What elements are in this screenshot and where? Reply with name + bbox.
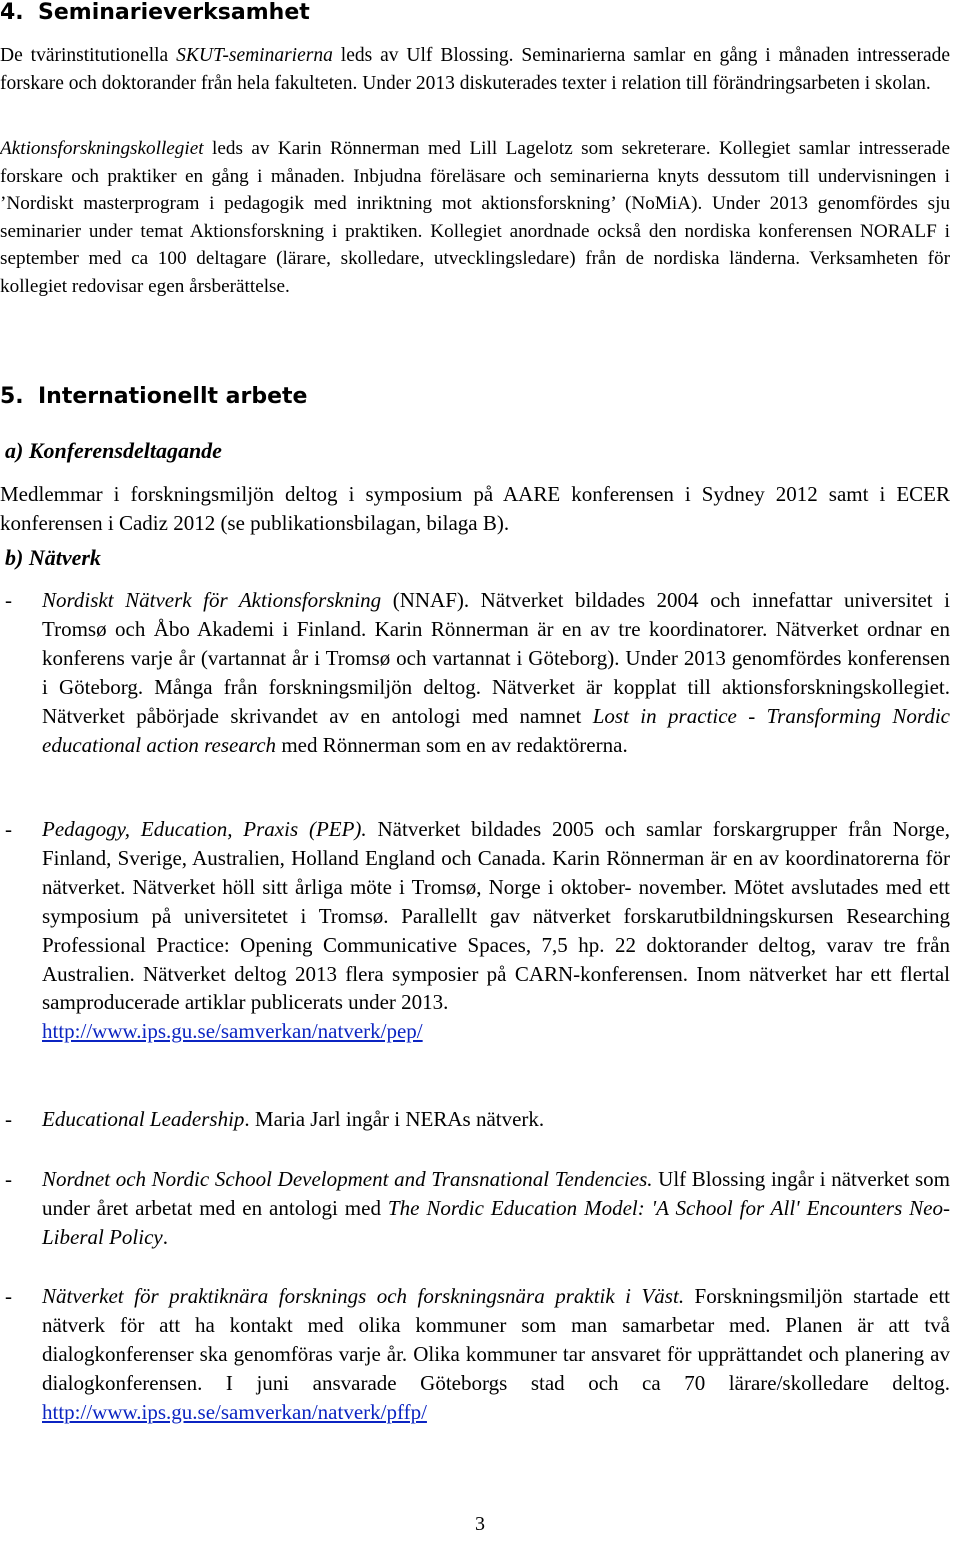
section-5-heading: [0, 384, 307, 410]
item-text: Nätverket bildades 2005 och samlar forskargrupper från Norge, Finland, Sverige, Australien, Holland England och Canada. Karin Rönnerman är en av koordinatorerna för nätverket. Nätverket höll sitt årliga möte i Tromsø, Norge i oktober- november. Mötet avslutades med ett symposium på universitetet i Tromsø. Parallellt gav nätverket forskarutbildningskursen Researching Professional Practice: Opening Communicative Spaces, 7,5 hp. 22 doktorander deltog, varav tre från Australien. Nätverket deltog 2013 flera symposier på CARN-konferensen. Inom nätverket har ett flertal samproducerade artiklar publicerats under 2013.: [42, 817, 950, 1015]
item-text: (NNAF). Nätverket bildades 2004 och innefattar universitet i Tromsø och Åbo Akademi i Finland. Karin Rönnerman är en av tre koordinatorer. Nätverket ordnar en konferens varje år (vartannat år i Tromsø och vartannat i Göteborg). Under 2013 genomfördes konferensen i Göteborg. Många från forskningsmiljön deltog. Nätverket är kopplat till aktionsforskningskollegiet. Nätverket påbörjade skrivandet av en antologi med namnet: [42, 588, 951, 728]
book-title: Lost in practice - Transforming Nordic educational action research: [42, 703, 950, 757]
list-item-pep: [0, 815, 950, 1046]
subheading-konferensdeltagande: a) Konferensdeltagande: [5, 438, 222, 463]
section-4-title: Seminarieverksamhet: [38, 0, 310, 25]
item-text-2: .: [162, 1224, 168, 1249]
section-4-number: 4.: [0, 0, 24, 25]
list-item-body: [42, 1165, 950, 1252]
book-title: The Nordic Education Model: 'A School for All' Encounters Neo-Liberal Policy: [42, 1195, 950, 1249]
kollegiet-paragraph: [0, 135, 950, 300]
item-title: Pedagogy, Education, Praxis (PEP).: [42, 817, 367, 841]
konferens-paragraph: Medlemmar i forskningsmiljön deltog i symposium på AARE konferensen i Sydney 2012 samt i ECER konferensen i Cadiz 2012 (se publikationsbilagan, bilaga B).: [0, 482, 950, 535]
list-dash: -: [5, 817, 12, 841]
item-text: Forskningsmiljön startade ett nätverk för att ha kontakt med olika kommuner som man samarbetar med. Planen är att två dialogkonferenser ska genomföras varje år. Olika kommuner tar ansvaret för upprättandet och planering av dialogkonferensen. I juni ansvarade Göteborgs stad och ca 70 lärare/skolledare deltog.: [42, 1284, 951, 1395]
kollegiet-text: leds av Karin Rönnerman med Lill Lagelotz som sekreterare. Kollegiet samlar intresserade forskare och praktiker en gång i månaden. Inbjudna föreläsare och seminarierna knyts dessutom till undervisningen i ’Nordiskt masterprogram i pedagogik med inriktning mot aktionsforskning’ (NoMiA). Under 2013 genomfördes sju seminarier under temat Aktionsforskning i praktiken. Kollegiet anordnade också den nordiska konferensen NORALF i september med ca 100 deltagare (lärare, skolledare, utvecklingsledare) från de nordiska länderna. Verksamheten för kollegiet redovisar egen årsberättelse.: [0, 138, 950, 297]
list-dash: -: [5, 1167, 12, 1191]
list-item-nnaf: [0, 586, 950, 759]
section-4-heading: [0, 0, 310, 26]
subheading-natverk: b) Nätverk: [5, 545, 101, 570]
list-item-body: [42, 586, 950, 759]
section-5-title: Internationellt arbete: [38, 384, 308, 409]
skut-text-2: leds av Ulf Blossing. Seminarierna samlar en gång i månaden intresserade forskare och doktorander från hela fakulteten. Under 2013 diskuterades texter i relation till förändringsarbeten i skolan.: [0, 45, 950, 95]
skut-paragraph: [0, 42, 950, 99]
list-item-body: [42, 1105, 950, 1134]
page-number: 3: [475, 1513, 485, 1535]
list-dash: -: [5, 588, 12, 612]
item-text-2: med Rönnerman som en av redaktörerna.: [276, 732, 628, 757]
list-item-nordnet: [0, 1165, 950, 1252]
list-item-pffp: [0, 1282, 950, 1427]
list-dash: -: [5, 1107, 12, 1131]
kollegiet-title: Aktionsforskningskollegiet: [0, 138, 204, 159]
item-title: Nordnet och Nordic School Development and Transnational Tendencies.: [42, 1167, 653, 1191]
list-item-body: [42, 1282, 950, 1427]
list-item-educational-leadership: [0, 1105, 950, 1134]
skut-text-1: De tvärinstitutionella: [0, 45, 177, 66]
item-title: Educational Leadership: [42, 1107, 245, 1131]
item-title: Nordiskt Nätverk för Aktionsforskning: [42, 588, 382, 612]
item-text: Ulf Blossing ingår i nätverket som under året arbetat med en antologi med: [42, 1167, 950, 1220]
section-5-number: 5.: [0, 384, 24, 409]
pep-link[interactable]: http://www.ips.gu.se/samverkan/natverk/pep/: [42, 1019, 423, 1044]
skut-title: SKUT-seminarierna: [176, 45, 333, 66]
pffp-link[interactable]: http://www.ips.gu.se/samverkan/natverk/pffp/: [42, 1399, 427, 1424]
item-title: Nätverket för praktiknära forsknings och forskningsnära praktik i Väst.: [42, 1284, 685, 1308]
item-text: . Maria Jarl ingår i NERAs nätverk.: [244, 1107, 545, 1131]
list-item-body: [42, 815, 950, 1046]
list-dash: -: [5, 1284, 12, 1308]
